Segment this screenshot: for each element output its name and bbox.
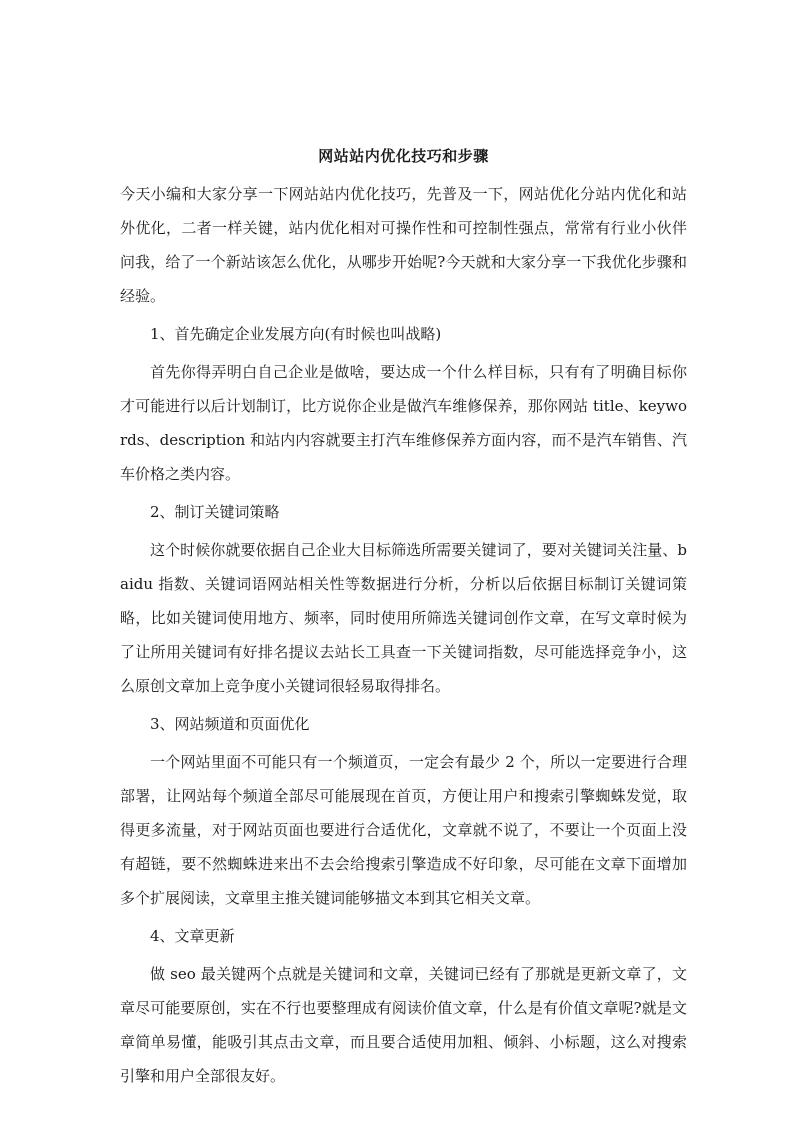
section-3-heading: 3、网站频道和页面优化 xyxy=(150,715,310,733)
section-4 xyxy=(120,919,687,1093)
section-1-heading: 1、首先确定企业发展方向(有时候也叫战略) xyxy=(150,325,442,343)
document-page xyxy=(120,145,687,1093)
document-title: 网站站内优化技巧和步骤 xyxy=(318,147,489,165)
section-3 xyxy=(120,707,687,915)
section-2-body: 这个时候你就要依据自己企业大目标筛选所需要关键词了，要对关键词关注量、baidu 指数、关键词语网站相关性等数据进行分析，分析以后依据目标制订关键词策略，比如关键词使用地方、频率，同时使用所筛选关键词创作文章，在写文章时候为了让所用关键词有好排名提议去站长工具查一下关键词指数，尽可能选择竞争小，这么原创文章加上竞争度小关键词很轻易取得排名。 xyxy=(120,541,687,695)
section-4-heading: 4、文章更新 xyxy=(150,927,235,945)
section-2 xyxy=(120,495,687,703)
intro-paragraph: 今天小编和大家分享一下网站站内优化技巧，先普及一下，网站优化分站内优化和站外优化，二者一样关键，站内优化相对可操作性和可控制性强点，常常有行业小伙伴问我，给了一个新站该怎么优化，从哪步开始呢?今天就和大家分享一下我优化步骤和经验。 xyxy=(120,185,687,305)
section-4-body: 做 seo 最关键两个点就是关键词和文章，关键词已经有了那就是更新文章了，文章尽可能要原创，实在不行也要整理成有阅读价值文章，什么是有价值文章呢?就是文章简单易懂，能吸引其点击文章，而且要合适使用加粗、倾斜、小标题，这么对搜索引擎和用户全部很友好。 xyxy=(120,965,687,1085)
section-2-heading: 2、制订关键词策略 xyxy=(150,503,280,521)
section-1-body: 首先你得弄明白自己企业是做啥，要达成一个什么样目标，只有有了明确目标你才可能进行以后计划制订，比方说你企业是做汽车维修保养，那你网站 title、keywords、description 和站内内容就要主打汽车维修保养方面内容，而不是汽车销售、汽车价格之类内容。 xyxy=(120,363,687,483)
section-1 xyxy=(120,317,687,491)
section-3-body: 一个网站里面不可能只有一个频道页，一定会有最少 2 个，所以一定要进行合理部署，让网站每个频道全部尽可能展现在首页，方便让用户和搜索引擎蜘蛛发觉，取得更多流量，对于网站页面也要进行合适优化，文章就不说了，不要让一个页面上没有超链，要不然蜘蛛进来出不去会给搜索引擎造成不好印象，尽可能在文章下面增加多个扩展阅读，文章里主推关键词能够描文本到其它相关文章。 xyxy=(120,753,687,907)
